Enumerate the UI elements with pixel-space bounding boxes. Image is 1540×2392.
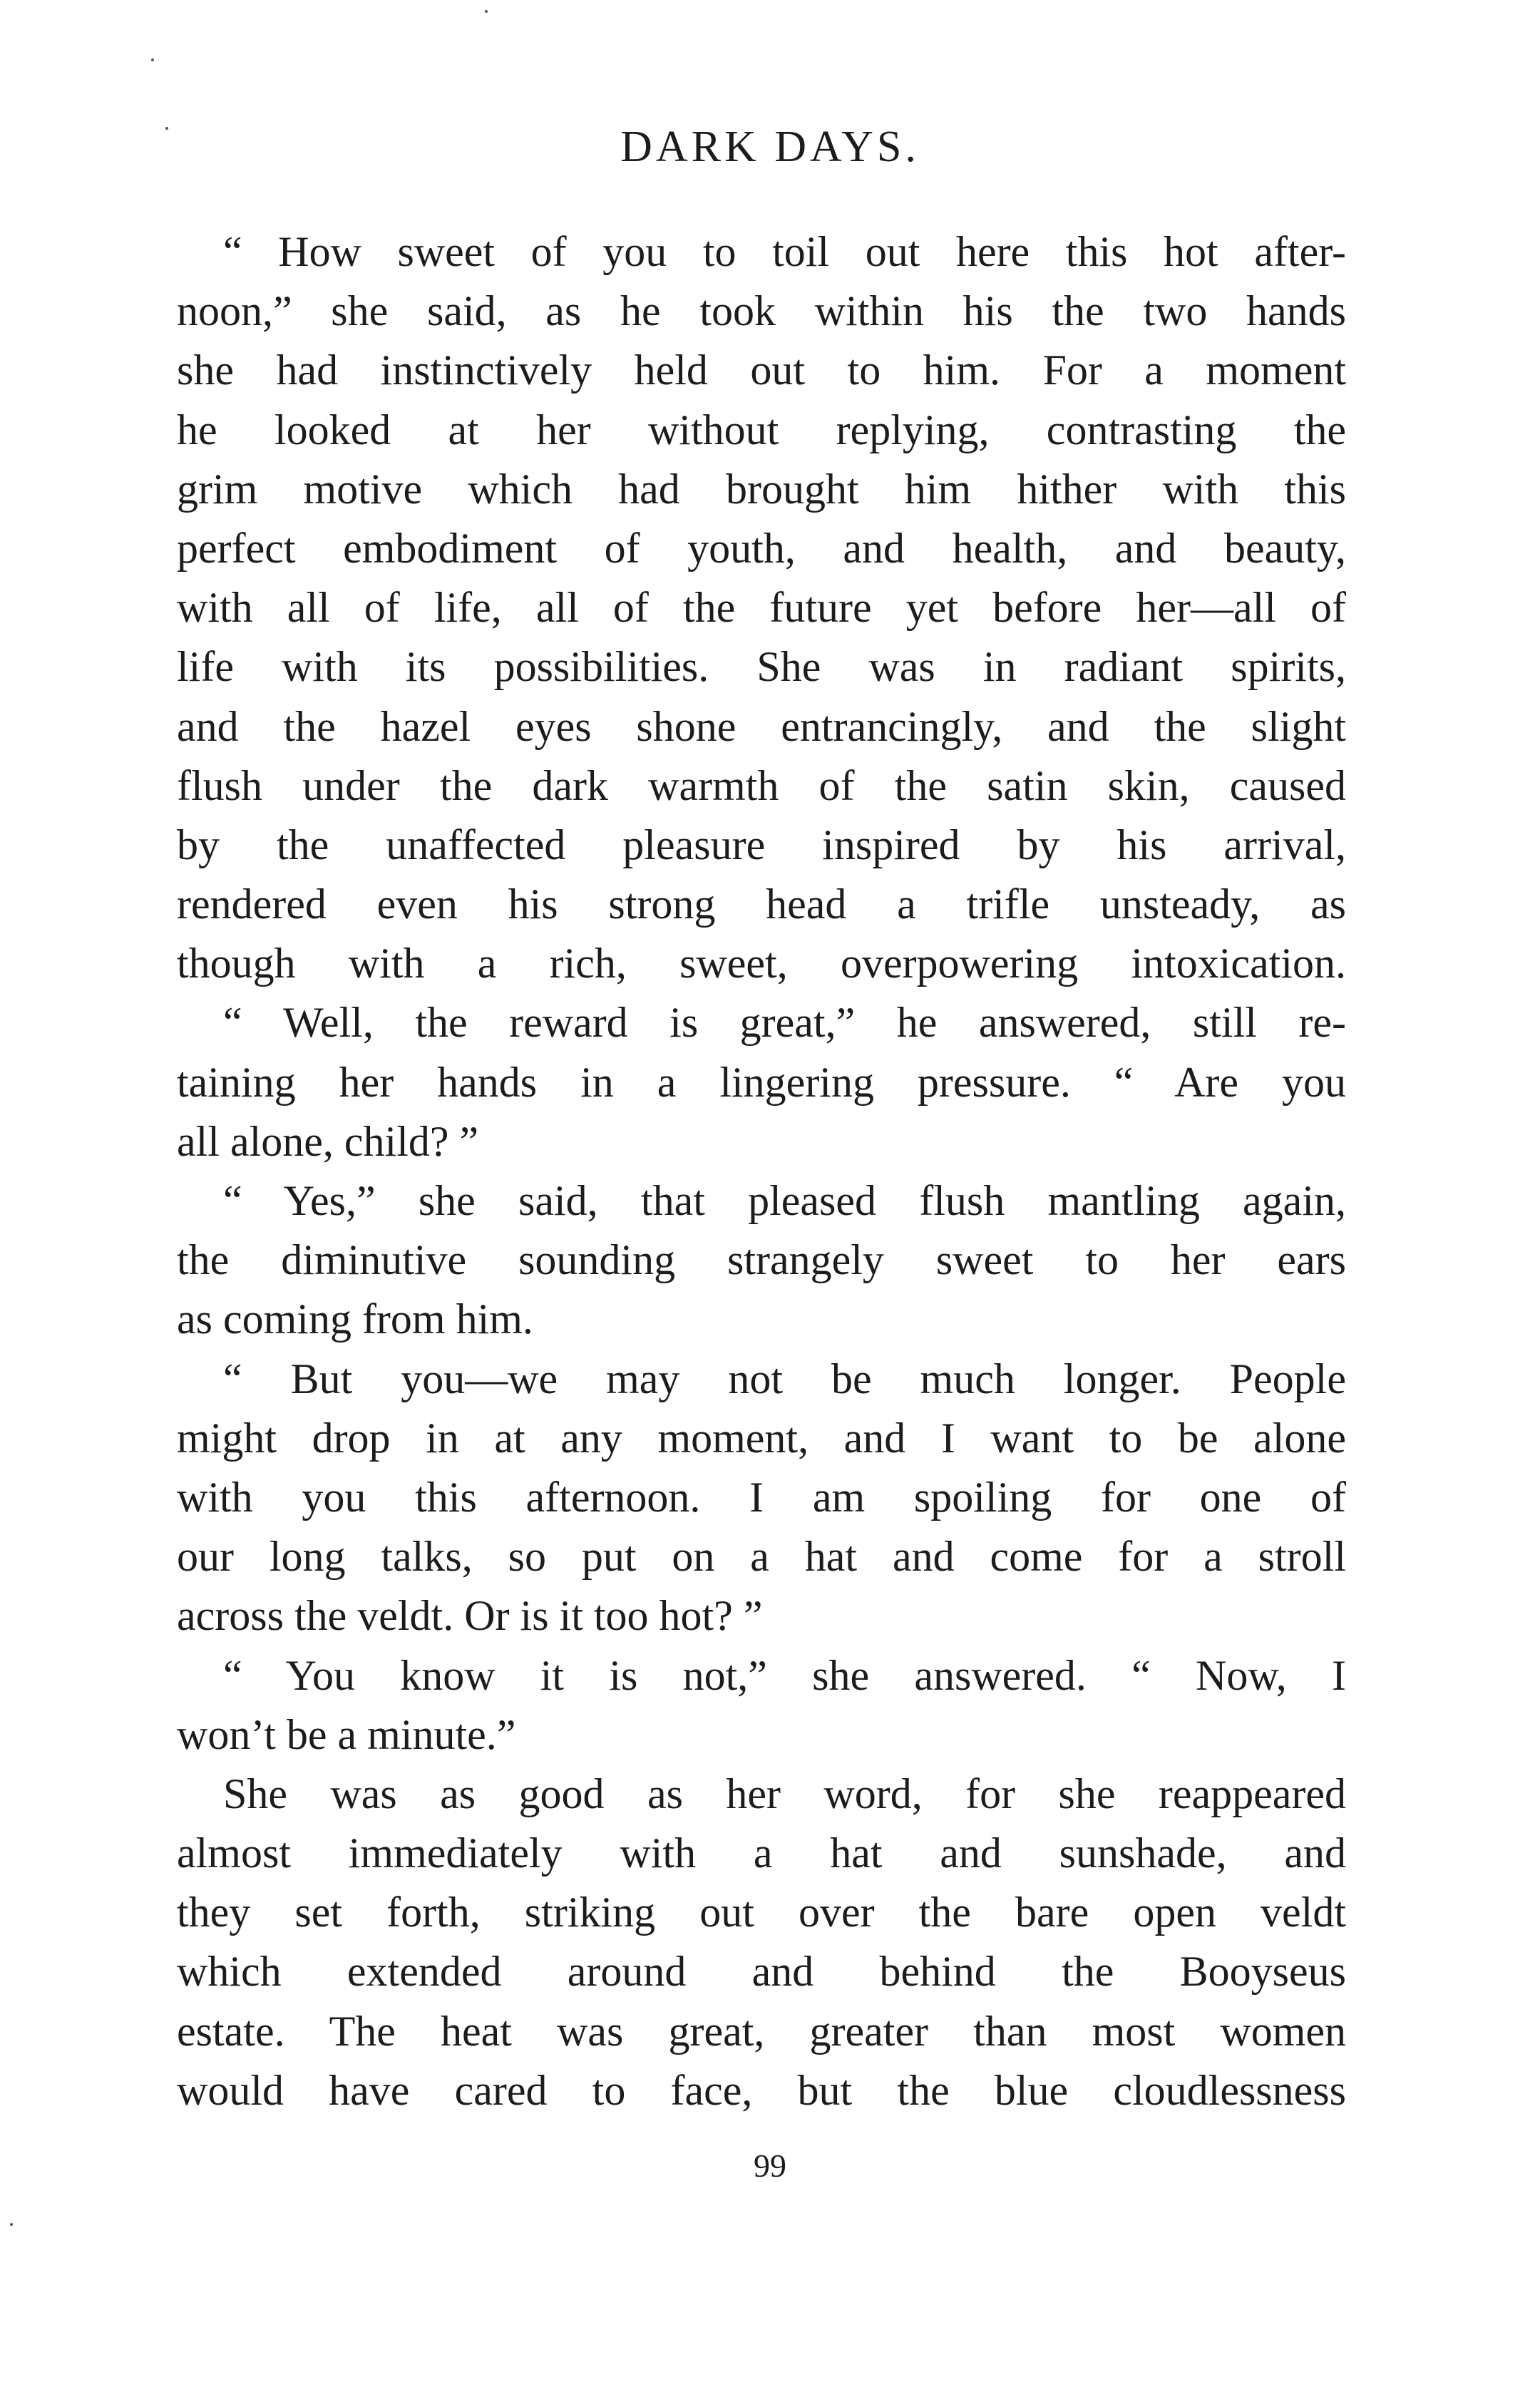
text-line: “ You know it is not,” she answered. “ Now, I xyxy=(223,1651,1346,1699)
text-line: She was as good as her word, for she reappeared xyxy=(223,1770,1346,1817)
scan-speck xyxy=(485,10,488,13)
text-line: the diminutive sounding strangely sweet to her ears xyxy=(177,1236,1346,1284)
scan-speck xyxy=(151,58,154,61)
text-line: estate. The heat was great, greater than most women xyxy=(177,2007,1346,2055)
text-line: they set forth, striking out over the bare open veldt xyxy=(177,1889,1346,1936)
text-line: with all of life, all of the future yet before her—all of xyxy=(177,584,1346,632)
text-line: with you this afternoon. I am spoiling for one of xyxy=(177,1473,1346,1521)
text-line: which extended around and behind the Booyseus xyxy=(177,1948,1346,1996)
text-line: he looked at her without replying, contrasting the xyxy=(177,406,1346,453)
text-line: “ But you—we may not be much longer. People xyxy=(223,1355,1346,1402)
text-line: by the unaffected pleasure inspired by his arrival, xyxy=(177,821,1346,868)
text-line: all alone, child? ” xyxy=(177,1117,479,1165)
text-line: grim motive which had brought him hither with this xyxy=(177,465,1346,513)
body-text xyxy=(177,222,1346,2120)
page-number: 99 xyxy=(754,2147,786,2184)
text-line: and the hazel eyes shone entrancingly, and the slight xyxy=(177,702,1346,750)
text-line: our long talks, so put on a hat and come for a stroll xyxy=(177,1533,1346,1581)
text-line: “ Yes,” she said, that pleased flush mantling again, xyxy=(223,1177,1346,1224)
text-line: almost immediately with a hat and sunshade, and xyxy=(177,1829,1346,1877)
text-line: across the veldt. Or is it too hot? ” xyxy=(177,1592,763,1640)
text-line: rendered even his strong head a trifle unsteady, as xyxy=(177,881,1346,928)
text-line: life with its possibilities. She was in radiant spirits, xyxy=(177,643,1346,691)
scan-speck xyxy=(10,2223,13,2226)
text-line: flush under the dark warmth of the satin skin, caused xyxy=(177,761,1346,809)
text-line: “ Well, the reward is great,” he answered, still re- xyxy=(223,999,1346,1047)
text-line: might drop in at any moment, and I want to be alone xyxy=(177,1414,1346,1462)
text-line: “ How sweet of you to toil out here this hot after- xyxy=(223,228,1346,275)
text-line: won’t be a minute.” xyxy=(177,1710,516,1758)
text-line: noon,” she said, as he took within his the two hands xyxy=(177,287,1346,335)
text-line: she had instinctively held out to him. For a moment xyxy=(177,347,1346,394)
text-line: though with a rich, sweet, overpowering intoxication. xyxy=(177,940,1346,987)
text-line: as coming from him. xyxy=(177,1295,533,1343)
text-line: taining her hands in a lingering pressure. “ Are you xyxy=(177,1058,1346,1106)
text-line: would have cared to face, but the blue cloudlessness xyxy=(177,2066,1346,2114)
running-head: DARK DAYS. xyxy=(620,123,920,171)
text-line: perfect embodiment of youth, and health, and beauty, xyxy=(177,524,1346,572)
